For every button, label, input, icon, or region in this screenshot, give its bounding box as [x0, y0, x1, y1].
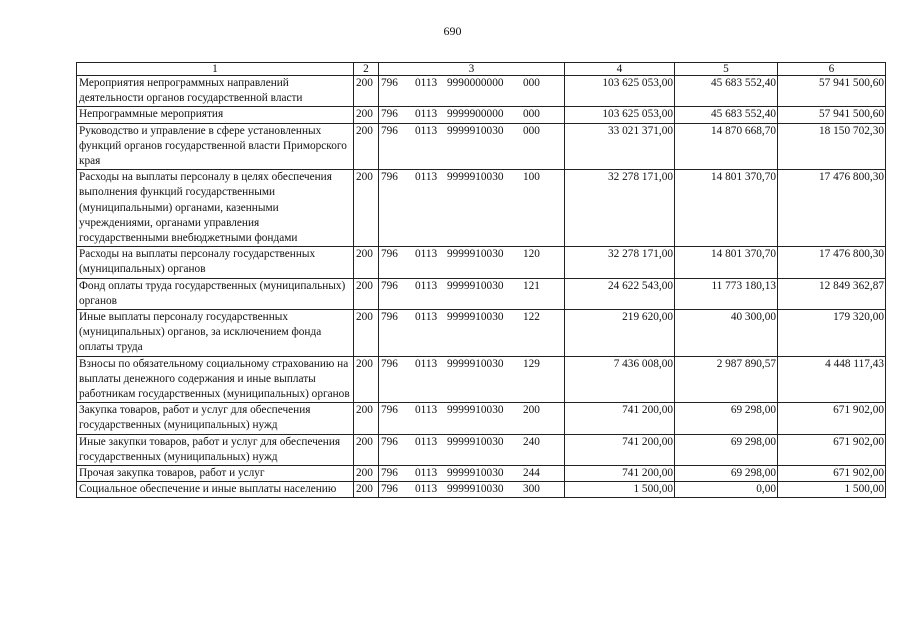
rzpr-code: 0113 [415, 279, 438, 292]
classification-code [379, 482, 565, 498]
table-row [77, 482, 886, 498]
amount-col6: 4 448 117,43 [778, 356, 886, 403]
csr-code: 9999910030 [447, 357, 504, 370]
rzpr-code: 0113 [415, 435, 438, 448]
row-name: Мероприятия непрограммных направлений деятельности органов государственной власти [77, 76, 354, 107]
amount-col4: 32 278 171,00 [565, 247, 675, 278]
vr-code: 240 [523, 435, 540, 448]
ved-code: 796 [381, 279, 398, 292]
ved-code: 796 [381, 124, 398, 137]
csr-code: 9999910030 [447, 404, 504, 417]
classification-code [379, 107, 565, 123]
ved-code: 796 [381, 435, 398, 448]
vr-code: 000 [523, 108, 540, 121]
budget-table [76, 62, 886, 498]
ved-code: 796 [381, 404, 398, 417]
amount-col6: 57 941 500,60 [778, 107, 886, 123]
amount-col5: 14 801 370,70 [675, 247, 778, 278]
grbs-code: 200 [354, 434, 379, 465]
row-name: Взносы по обязательному социальному страхованию на выплаты денежного содержания и иные выплаты работникам государственных (муниципальных) органов [77, 356, 354, 403]
amount-col5: 40 300,00 [675, 310, 778, 357]
csr-code: 9999910030 [447, 435, 504, 448]
header-cell: 5 [675, 63, 778, 76]
amount-col4: 741 200,00 [565, 434, 675, 465]
classification-code [379, 247, 565, 278]
classification-code [379, 356, 565, 403]
csr-code: 9999910030 [447, 171, 504, 184]
csr-code: 9990000000 [447, 77, 504, 89]
vr-code: 121 [523, 279, 540, 292]
amount-col4: 32 278 171,00 [565, 170, 675, 247]
rzpr-code: 0113 [415, 248, 438, 261]
row-name: Социальное обеспечение и иные выплаты населению [77, 482, 354, 498]
rzpr-code: 0113 [415, 483, 438, 496]
vr-code: 120 [523, 248, 540, 261]
amount-col6: 17 476 800,30 [778, 247, 886, 278]
csr-code: 9999910030 [447, 311, 504, 324]
page-number: 690 [443, 24, 462, 38]
amount-col4: 33 021 371,00 [565, 123, 675, 170]
amount-col4: 103 625 053,00 [565, 76, 675, 107]
amount-col4: 1 500,00 [565, 482, 675, 498]
table-row [77, 434, 886, 465]
row-name: Руководство и управление в сфере установленных функций органов государственной власти Приморского края [77, 123, 354, 170]
vr-code: 122 [523, 311, 540, 324]
table-row [77, 310, 886, 357]
table-row [77, 278, 886, 309]
amount-col5: 69 298,00 [675, 434, 778, 465]
classification-code [379, 170, 565, 247]
table-row [77, 107, 886, 123]
grbs-code: 200 [354, 403, 379, 434]
amount-col4: 741 200,00 [565, 466, 675, 482]
classification-code [379, 466, 565, 482]
amount-col5: 0,00 [675, 482, 778, 498]
amount-col6: 17 476 800,30 [778, 170, 886, 247]
table-row [77, 403, 886, 434]
classification-code [379, 310, 565, 357]
ved-code: 796 [381, 467, 398, 480]
vr-code: 300 [523, 483, 540, 496]
header-cell: 3 [379, 63, 565, 76]
header-cell: 6 [778, 63, 886, 76]
grbs-code: 200 [354, 466, 379, 482]
classification-code [379, 76, 565, 107]
rzpr-code: 0113 [415, 357, 438, 370]
table-row [77, 466, 886, 482]
amount-col6: 179 320,00 [778, 310, 886, 357]
grbs-code: 200 [354, 170, 379, 247]
header-row [77, 63, 886, 76]
amount-col5: 2 987 890,57 [675, 356, 778, 403]
csr-code: 9999900000 [447, 108, 504, 121]
row-name: Фонд оплаты труда государственных (муниципальных) органов [77, 278, 354, 309]
csr-code: 9999910030 [447, 279, 504, 292]
table-row [77, 76, 886, 107]
row-name: Закупка товаров, работ и услуг для обеспечения государственных (муниципальных) нужд [77, 403, 354, 434]
amount-col5: 14 870 668,70 [675, 123, 778, 170]
ved-code: 796 [381, 357, 398, 370]
csr-code: 9999910030 [447, 124, 504, 137]
ved-code: 796 [381, 483, 398, 496]
table-row [77, 123, 886, 170]
amount-col6: 57 941 500,60 [778, 76, 886, 107]
header-cell: 2 [354, 63, 379, 76]
classification-code [379, 123, 565, 170]
amount-col5: 45 683 552,40 [675, 76, 778, 107]
amount-col5: 11 773 180,13 [675, 278, 778, 309]
header-cell: 4 [565, 63, 675, 76]
rzpr-code: 0113 [415, 311, 438, 324]
table-row [77, 247, 886, 278]
ved-code: 796 [381, 171, 398, 184]
csr-code: 9999910030 [447, 248, 504, 261]
classification-code [379, 434, 565, 465]
grbs-code: 200 [354, 482, 379, 498]
rzpr-code: 0113 [415, 404, 438, 417]
classification-code [379, 278, 565, 309]
grbs-code: 200 [354, 123, 379, 170]
amount-col5: 69 298,00 [675, 466, 778, 482]
amount-col5: 14 801 370,70 [675, 170, 778, 247]
grbs-code: 200 [354, 310, 379, 357]
grbs-code: 200 [354, 278, 379, 309]
rzpr-code: 0113 [415, 467, 438, 480]
amount-col6: 12 849 362,87 [778, 278, 886, 309]
vr-code: 000 [523, 77, 540, 89]
ved-code: 796 [381, 108, 398, 121]
amount-col6: 671 902,00 [778, 403, 886, 434]
grbs-code: 200 [354, 76, 379, 107]
vr-code: 129 [523, 357, 540, 370]
csr-code: 9999910030 [447, 467, 504, 480]
ved-code: 796 [381, 248, 398, 261]
amount-col6: 671 902,00 [778, 434, 886, 465]
amount-col6: 1 500,00 [778, 482, 886, 498]
vr-code: 100 [523, 171, 540, 184]
vr-code: 200 [523, 404, 540, 417]
amount-col5: 69 298,00 [675, 403, 778, 434]
amount-col4: 219 620,00 [565, 310, 675, 357]
amount-col4: 741 200,00 [565, 403, 675, 434]
header-cell: 1 [77, 63, 354, 76]
grbs-code: 200 [354, 247, 379, 278]
row-name: Расходы на выплаты персоналу государственных (муниципальных) органов [77, 247, 354, 278]
table-row [77, 170, 886, 247]
table-row [77, 356, 886, 403]
amount-col4: 103 625 053,00 [565, 107, 675, 123]
row-name: Иные закупки товаров, работ и услуг для обеспечения государственных (муниципальных) нужд [77, 434, 354, 465]
ved-code: 796 [381, 77, 398, 89]
rzpr-code: 0113 [415, 108, 438, 121]
amount-col4: 7 436 008,00 [565, 356, 675, 403]
vr-code: 244 [523, 467, 540, 480]
vr-code: 000 [523, 124, 540, 137]
rzpr-code: 0113 [415, 124, 438, 137]
row-name: Непрограммные мероприятия [77, 107, 354, 123]
amount-col6: 671 902,00 [778, 466, 886, 482]
classification-code [379, 403, 565, 434]
row-name: Расходы на выплаты персоналу в целях обеспечения выполнения функций государственными (муниципальными) органами, казенными учреждениями, органами управления государственными внебюджетными фондами [77, 170, 354, 247]
rzpr-code: 0113 [415, 77, 438, 89]
amount-col4: 24 622 543,00 [565, 278, 675, 309]
row-name: Прочая закупка товаров, работ и услуг [77, 466, 354, 482]
row-name: Иные выплаты персоналу государственных (муниципальных) органов, за исключением фонда оплаты труда [77, 310, 354, 357]
grbs-code: 200 [354, 356, 379, 403]
ved-code: 796 [381, 311, 398, 324]
grbs-code: 200 [354, 107, 379, 123]
amount-col5: 45 683 552,40 [675, 107, 778, 123]
rzpr-code: 0113 [415, 171, 438, 184]
csr-code: 9999910030 [447, 483, 504, 496]
amount-col6: 18 150 702,30 [778, 123, 886, 170]
